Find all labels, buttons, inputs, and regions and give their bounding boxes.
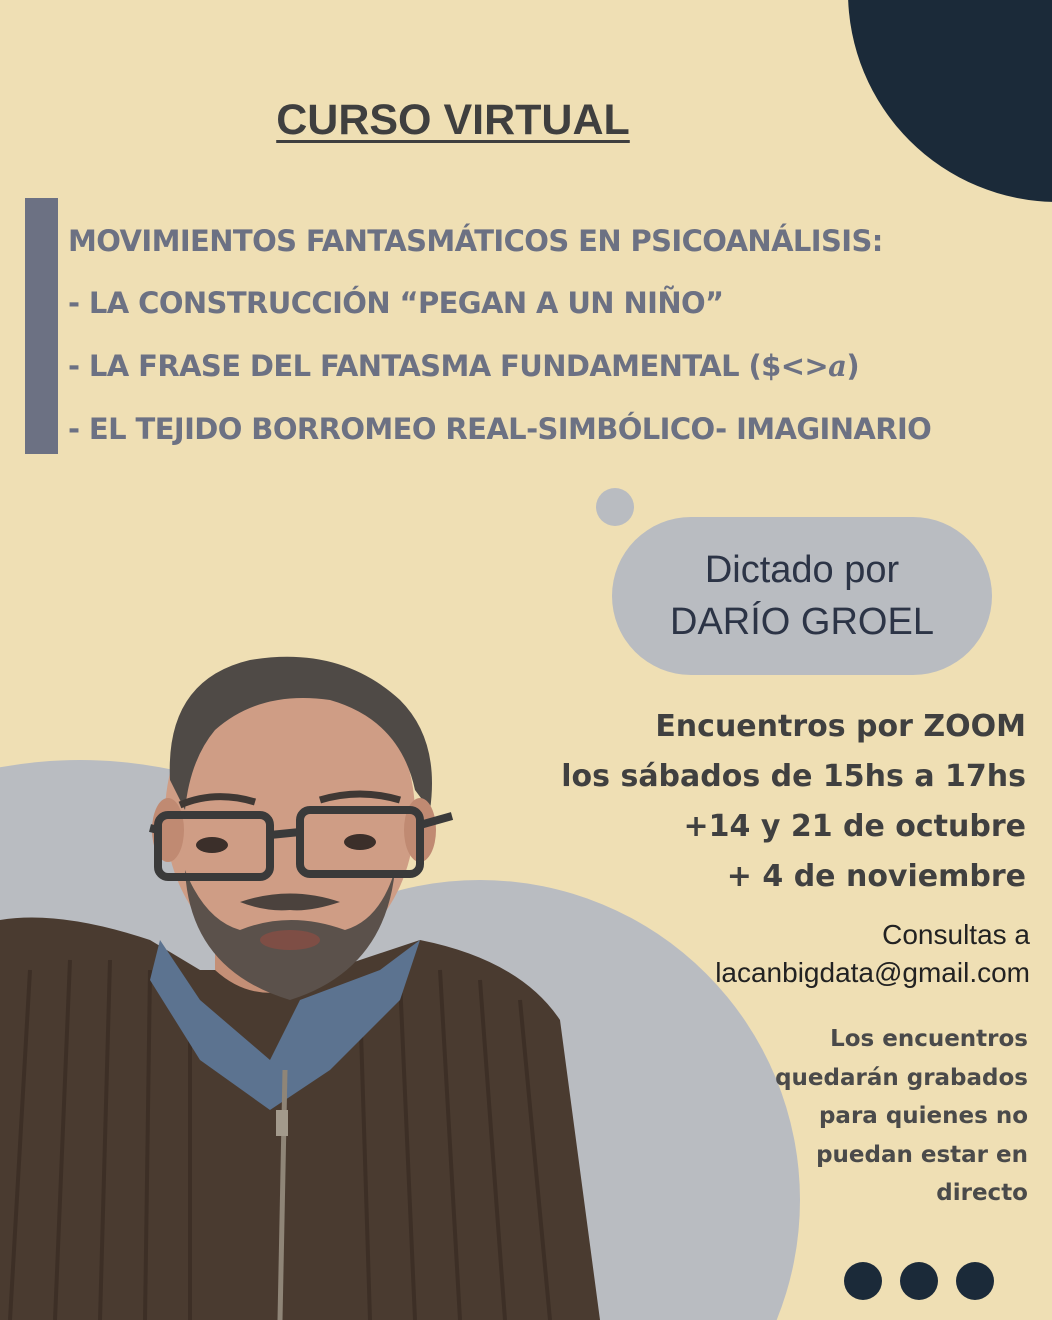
speaker-photo [0,640,600,1320]
topic-accent-bar [25,198,58,454]
dot-icon [900,1262,938,1300]
topic-formula-close: ) [846,349,859,383]
note-line: quedarán grabados [775,1064,1028,1091]
speaker-prefix: Dictado por [704,549,900,591]
speaker-badge [612,517,992,675]
topic-formula-object: a [828,349,847,383]
schedule-line: los sábados de 15hs a 17hs [561,759,1026,794]
note-line: directo [936,1180,1028,1206]
topic-item [68,349,859,383]
topics-heading: MOVIMIENTOS FANTASMÁTICOS EN PSICOANÁLISIS: [68,224,883,258]
contact-block [715,916,1030,992]
contact-label: Consultas a [882,919,1030,950]
schedule-block [561,702,1026,902]
ellipsis-dots-icon [844,1262,994,1300]
course-title: CURSO VIRTUAL [276,96,630,144]
topic-item: - LA CONSTRUCCIÓN “PEGAN A UN NIÑO” [68,286,724,320]
note-line: puedan estar en [816,1141,1028,1168]
recording-note [775,1020,1028,1213]
schedule-line: + 4 de noviembre [726,859,1026,894]
topic-item: - EL TEJIDO BORROMEO REAL-SIMBÓLICO- IMAGINARIO [68,412,932,446]
note-line: Los encuentros [830,1026,1028,1052]
contact-email: lacanbigdata@gmail.com [715,957,1030,988]
topic-formula: $<> [761,349,829,383]
small-dot-decoration [596,488,634,526]
note-line: para quienes no [818,1103,1028,1129]
speaker-name: DARÍO GROEL [670,601,934,643]
schedule-line: +14 y 21 de octubre [683,809,1026,844]
topic-item-text: - LA FRASE DEL FANTASMA FUNDAMENTAL ( [68,349,762,383]
dot-icon [956,1262,994,1300]
schedule-line: Encuentros por ZOOM [655,709,1026,744]
dot-icon [844,1262,882,1300]
